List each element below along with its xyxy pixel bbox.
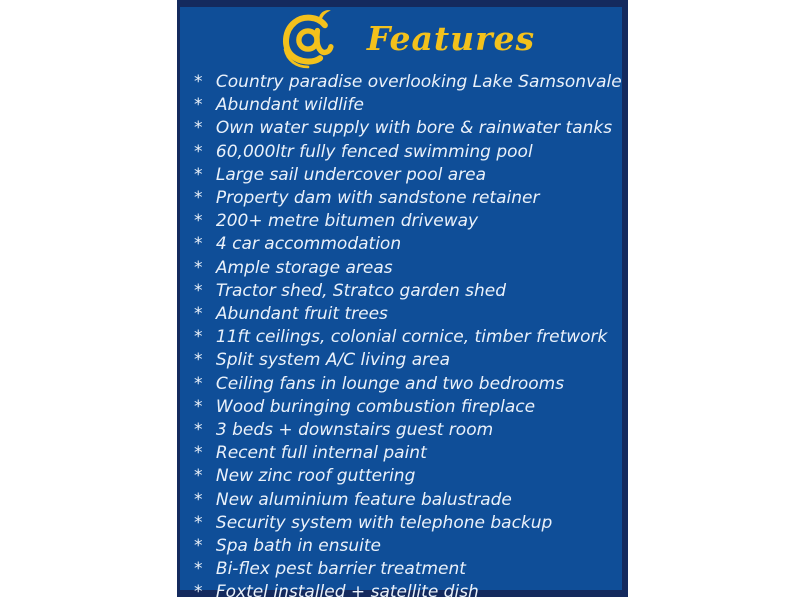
feature-item <box>194 280 622 303</box>
feature-text: Ceiling fans in lounge and two bedrooms <box>215 373 565 394</box>
feature-bullet: * <box>194 420 203 441</box>
feature-item <box>194 303 622 326</box>
feature-item <box>194 164 622 187</box>
feature-item <box>194 257 622 280</box>
feature-bullet: * <box>194 211 203 232</box>
feature-item <box>194 373 622 396</box>
feature-text: Abundant fruit trees <box>215 304 388 325</box>
feature-item <box>194 512 622 535</box>
feature-bullet: * <box>194 257 203 278</box>
features-panel <box>177 0 628 600</box>
feature-bullet: * <box>194 327 203 348</box>
feature-item <box>194 489 622 512</box>
feature-bullet: * <box>194 536 203 557</box>
features-list <box>180 71 622 600</box>
feature-bullet: * <box>194 559 203 580</box>
feature-item <box>194 442 622 465</box>
feature-text: Spa bath in ensuite <box>215 536 381 557</box>
feature-text: Own water supply with bore & rainwater tanks <box>215 118 613 139</box>
panel-title: Features <box>366 18 536 58</box>
feature-bullet: * <box>194 443 203 464</box>
feature-text: Property dam with sandstone retainer <box>215 188 540 209</box>
feature-item <box>194 94 622 117</box>
feature-bullet: * <box>194 118 203 139</box>
feature-text: Country paradise overlooking Lake Samsonvale <box>215 72 622 92</box>
feature-text: Bi-flex pest barrier treatment <box>215 559 466 580</box>
feature-bullet: * <box>194 234 203 255</box>
feature-item <box>194 396 622 419</box>
feature-bullet: * <box>194 280 203 301</box>
feature-item <box>194 326 622 349</box>
feature-item <box>194 187 622 210</box>
feature-text: Recent full internal paint <box>215 443 427 464</box>
feature-text: 4 car accommodation <box>215 234 402 255</box>
feature-item <box>194 71 622 94</box>
feature-text: Ample storage areas <box>215 257 393 278</box>
feature-text: Foxtel installed + satellite dish <box>215 582 479 600</box>
feature-text: 60,000ltr fully fenced swimming pool <box>215 141 533 162</box>
feature-item <box>194 581 622 600</box>
feature-bullet: * <box>194 188 203 209</box>
feature-text: 11ft ceilings, colonial cornice, timber fretwork <box>215 327 608 348</box>
feature-text: Large sail undercover pool area <box>215 164 487 185</box>
feature-text: Tractor shed, Stratco garden shed <box>215 280 507 301</box>
feature-bullet: * <box>194 489 203 510</box>
feature-bullet: * <box>194 512 203 533</box>
feature-text: 3 beds + downstairs guest room <box>215 420 494 441</box>
feature-item <box>194 141 622 164</box>
feature-text: Wood buringing combustion fireplace <box>215 396 536 417</box>
feature-item <box>194 233 622 256</box>
feature-bullet: * <box>194 164 203 185</box>
feature-bullet: * <box>194 141 203 162</box>
feature-item <box>194 117 622 140</box>
feature-bullet: * <box>194 95 203 116</box>
feature-text: Security system with telephone backup <box>215 512 553 533</box>
panel-header <box>180 7 622 67</box>
feature-text: 200+ metre bitumen driveway <box>215 211 479 232</box>
feature-bullet: * <box>194 466 203 487</box>
feature-bullet: * <box>194 304 203 325</box>
feature-item <box>194 349 622 372</box>
feature-text: Split system A/C living area <box>215 350 450 371</box>
feature-text: New zinc roof guttering <box>215 466 416 487</box>
feature-bullet: * <box>194 72 203 92</box>
feature-item <box>194 210 622 233</box>
feature-bullet: * <box>194 350 203 371</box>
feature-item <box>194 465 622 488</box>
feature-text: New aluminium feature balustrade <box>215 489 512 510</box>
feature-item <box>194 535 622 558</box>
feature-text: Abundant wildlife <box>215 95 364 116</box>
at-swirl-logo-icon <box>267 9 353 71</box>
feature-item <box>194 558 622 581</box>
feature-bullet: * <box>194 582 203 600</box>
feature-bullet: * <box>194 373 203 394</box>
feature-bullet: * <box>194 396 203 417</box>
feature-item <box>194 419 622 442</box>
